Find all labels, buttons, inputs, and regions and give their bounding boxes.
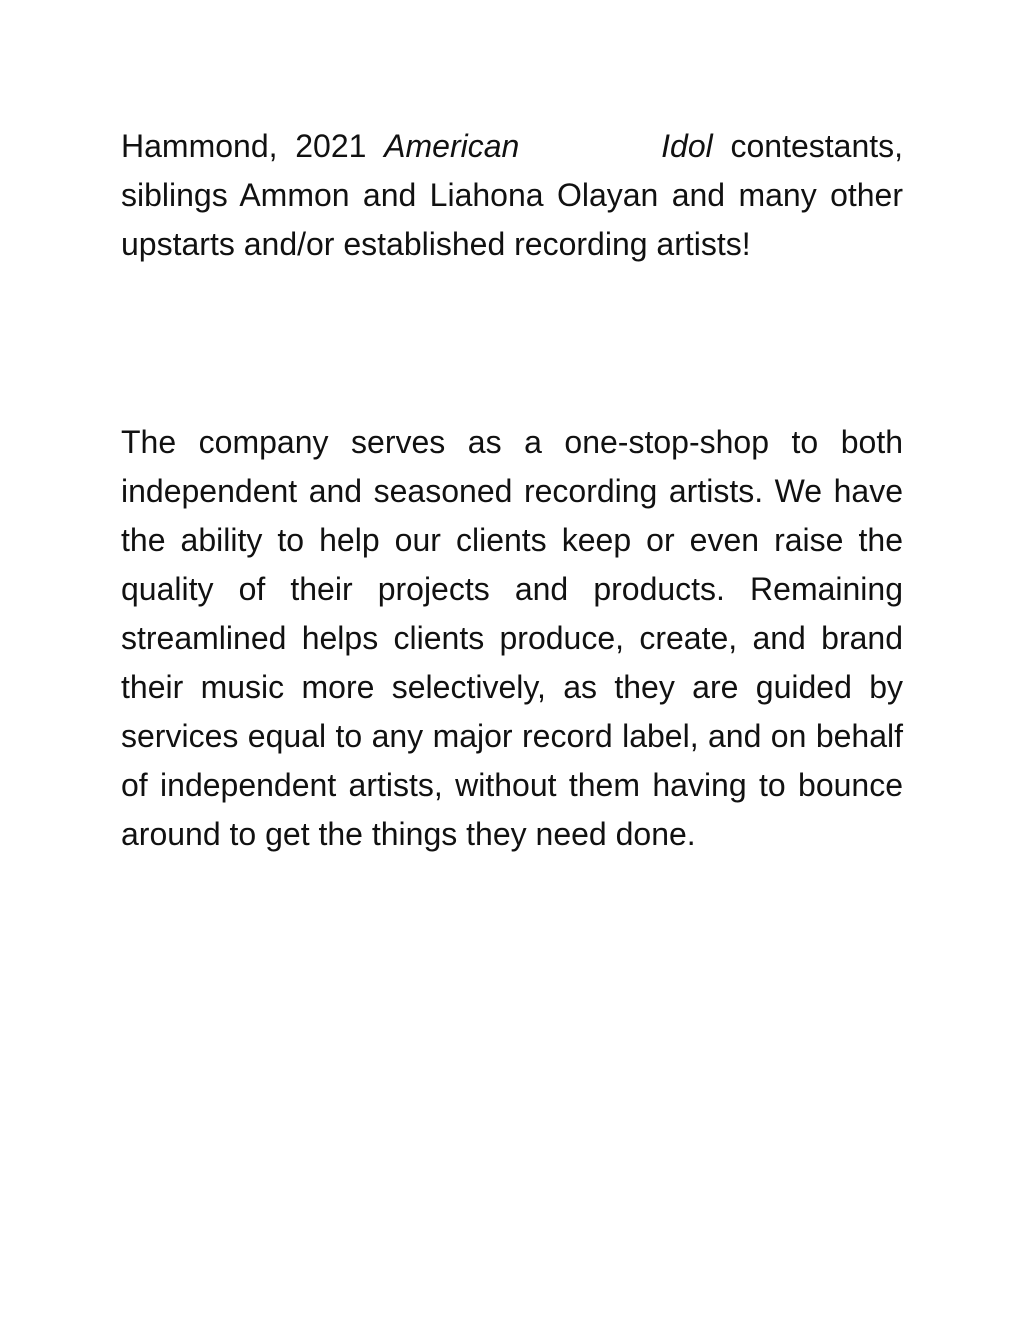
paragraph-1-lead: Hammond, 2021 (121, 128, 385, 164)
paragraph-1 (121, 122, 903, 269)
show-name-idol: Idol (661, 128, 713, 164)
show-name-spacer (519, 128, 661, 164)
paragraph-2: The company serves as a one-stop-shop to both independent and seasoned recording artists. We have the ability to help our clients keep or even raise the quality of their projects and products. Remaining streamlined helps clients produce, create, and brand their music more selectively, as they are guided by services equal to any major record label, and on behalf of independent artists, without them having to bounce around to get the things they need done. (121, 424, 903, 852)
show-name-american: American (384, 128, 520, 164)
paragraph-1-rest: contestants, siblings Ammon and Liahona Olayan and many other upstarts and/or established recording artists! (121, 128, 904, 262)
